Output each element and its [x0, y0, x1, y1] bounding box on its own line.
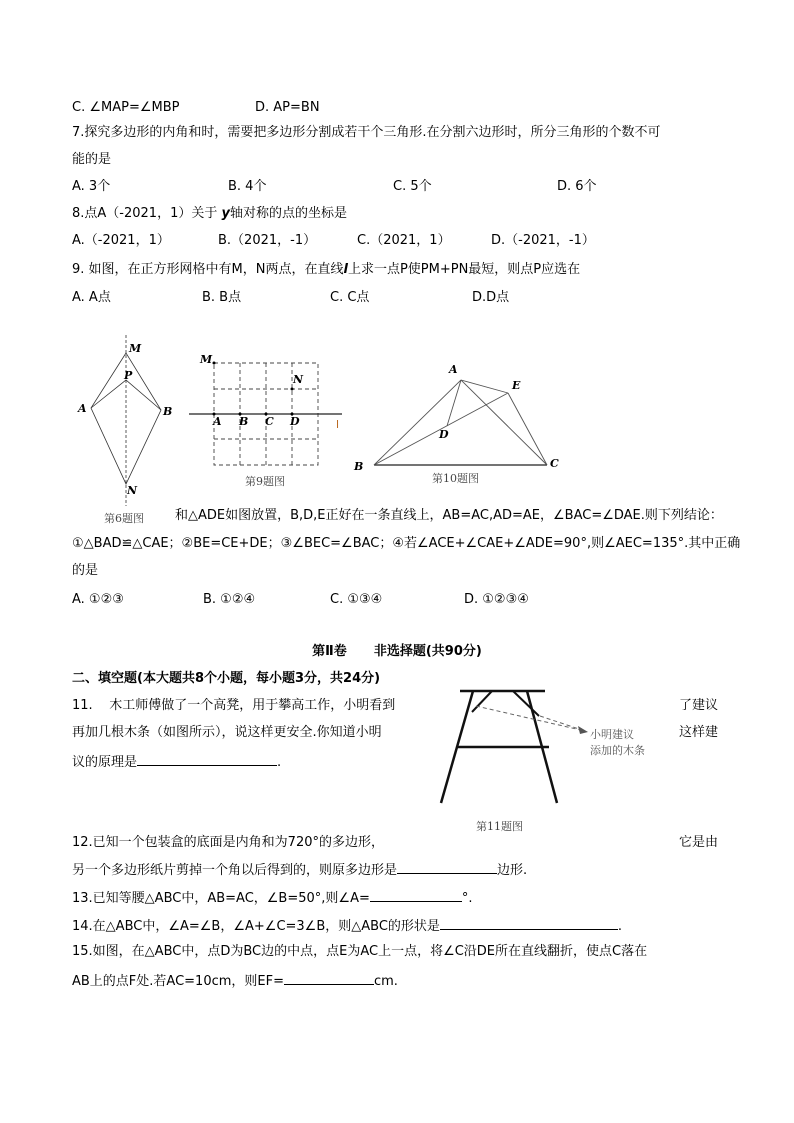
q13-stem — [72, 889, 473, 907]
q9-variable: l — [343, 262, 348, 277]
fig10-label-d: D — [439, 428, 449, 441]
fig6-label-p: P — [124, 369, 133, 382]
q11-line2-left: 再加几根木条（如图所示），说这样更安全.你知道小明 — [72, 725, 382, 740]
figure-6 — [91, 335, 161, 506]
q11-line2-right: 这样建 — [678, 725, 718, 740]
q11-line1-left: 11. 木工师傅做了一个高凳，用于攀高工作，小明看到 — [72, 698, 396, 713]
fig9-points — [213, 362, 294, 416]
q14-answer-blank[interactable] — [440, 917, 618, 930]
q13-answer-blank[interactable] — [370, 889, 462, 902]
q12-line2-post: 边形. — [497, 863, 528, 878]
q9-stem-pre: 9. 如图，在正方形网格中有M，N两点，在直线 — [72, 262, 344, 277]
q15-line2-post: cm. — [374, 974, 398, 989]
q7-option-b: B. 4个 — [228, 179, 267, 194]
q11-line1-right: 了建议 — [678, 698, 718, 713]
section2-title: 二、填空题(本大题共8个小题，每小题3分，共24分) — [72, 671, 381, 686]
fig10-label-c: C — [550, 457, 559, 470]
fig9-label-a: A — [213, 415, 222, 428]
q13-pre: 13.已知等腰△ABC中，AB=AC，∠B=50°,则∠A= — [72, 891, 370, 906]
q10-option-d: D. ①②③④ — [464, 592, 529, 607]
q8-stem-post: 轴对称的点的坐标是 — [229, 206, 347, 221]
q9-option-a: A. A点 — [72, 290, 111, 305]
fig9-label-l: l — [336, 418, 340, 431]
q6-option-d: D. AP=BN — [255, 100, 320, 115]
fig11-caption: 第11题图 — [476, 820, 523, 833]
q14-post: . — [617, 919, 623, 934]
q9-option-d: D.D点 — [472, 290, 510, 305]
fig9-label-n: N — [293, 373, 304, 386]
q10-stem-line1: 和△ADE如图放置，B,D,E正好在一条直线上，AB=AC,AD=AE，∠BAC=∠DAE.则下列结论： — [175, 508, 723, 523]
part2-title: 第Ⅱ卷 非选择题(共90分) — [312, 644, 482, 659]
q8-option-d: D.（-2021，-1） — [491, 233, 595, 248]
fig6-label-a: A — [78, 402, 87, 415]
fig6-label-m: M — [129, 342, 142, 355]
q7-stem-line1: 7.探究多边形的内角和时，需要把多边形分割成若干个三角形.在分割六边形时，所分三角形的个数不可 — [72, 125, 661, 140]
q8-variable: y — [221, 206, 230, 221]
fig6-label-n: N — [127, 484, 138, 497]
q12-line1-left: 12.已知一个包装盒的底面是内角和为720°的多边形， — [72, 835, 384, 850]
q10-option-c: C. ①③④ — [330, 592, 383, 607]
q7-option-d: D. 6个 — [557, 179, 597, 194]
fig9-label-m: M — [200, 353, 213, 366]
q7-option-c: C. 5个 — [393, 179, 432, 194]
q12-line1-right: 它是由 — [678, 835, 718, 850]
q6-option-c: C. ∠MAP=∠MBP — [72, 100, 180, 115]
q10-stem-line2: ①△BAD≌△CAE；②BE=CE+DE；③∠BEC=∠BAC；④若∠ACE+∠CAE+∠ADE=90°,则∠AEC=135°.其中正确 — [72, 536, 741, 551]
q10-stem-line3: 的是 — [72, 563, 99, 578]
fig10-label-e: E — [512, 379, 521, 392]
q12-answer-blank[interactable] — [397, 861, 497, 874]
q10-option-a: A. ①②③ — [72, 592, 124, 607]
fig10-label-b: B — [354, 460, 364, 473]
q15-answer-blank[interactable] — [284, 972, 374, 985]
q15-stem-line2 — [72, 972, 398, 990]
fig11-dashed-arrows — [476, 706, 585, 731]
fig11-note-line1: 小明建议 — [590, 728, 634, 741]
q9-option-c: C. C点 — [330, 290, 370, 305]
q8-stem-pre: 8.点A（-2021，1）关于 — [72, 206, 222, 221]
q9-stem-post: 上求一点P使PM+PN最短，则点P应选在 — [347, 262, 581, 277]
fig10-caption: 第10题图 — [432, 472, 479, 485]
q11-line3-text: 议的原理是 — [72, 755, 138, 770]
fig10-label-a: A — [449, 363, 458, 376]
q15-stem-line1: 15.如图，在△ABC中，点D为BC边的中点，点E为AC上一点，将∠C沿DE所在直线翻折，使点C落在 — [72, 944, 648, 959]
q14-stem — [72, 917, 622, 935]
q13-post: °. — [461, 891, 473, 906]
q7-option-a: A. 3个 — [72, 179, 111, 194]
q11-end: . — [277, 755, 282, 770]
fig11-arrowhead-icon — [578, 726, 588, 734]
q12-line2 — [72, 861, 527, 879]
q8-option-a: A.（-2021，1） — [72, 233, 170, 248]
fig9-label-c: C — [265, 415, 274, 428]
q9-option-b: B. B点 — [202, 290, 242, 305]
fig9-label-b: B — [239, 415, 249, 428]
fig6-caption: 第6题图 — [104, 512, 144, 525]
q15-line2-pre: AB上的点F处.若AC=10cm，则EF= — [72, 974, 284, 989]
fig9-caption: 第9题图 — [245, 475, 285, 488]
q11-answer-blank[interactable] — [137, 753, 277, 766]
q11-line3 — [72, 753, 281, 771]
figure-11-stool — [441, 691, 557, 803]
figure-10 — [374, 380, 547, 465]
fig6-label-b: B — [163, 405, 173, 418]
q8-option-c: C.（2021，1） — [357, 233, 451, 248]
q10-option-b: B. ①②④ — [203, 592, 256, 607]
fig9-label-d: D — [290, 415, 300, 428]
q7-stem-line2: 能的是 — [72, 152, 112, 167]
fig11-note-line2: 添加的木条 — [590, 744, 645, 757]
q14-pre: 14.在△ABC中，∠A=∠B，∠A+∠C=3∠B，则△ABC的形状是 — [72, 919, 440, 934]
q12-line2-pre: 另一个多边形纸片剪掉一个角以后得到的，则原多边形是 — [72, 863, 398, 878]
q8-option-b: B.（2021，-1） — [218, 233, 317, 248]
